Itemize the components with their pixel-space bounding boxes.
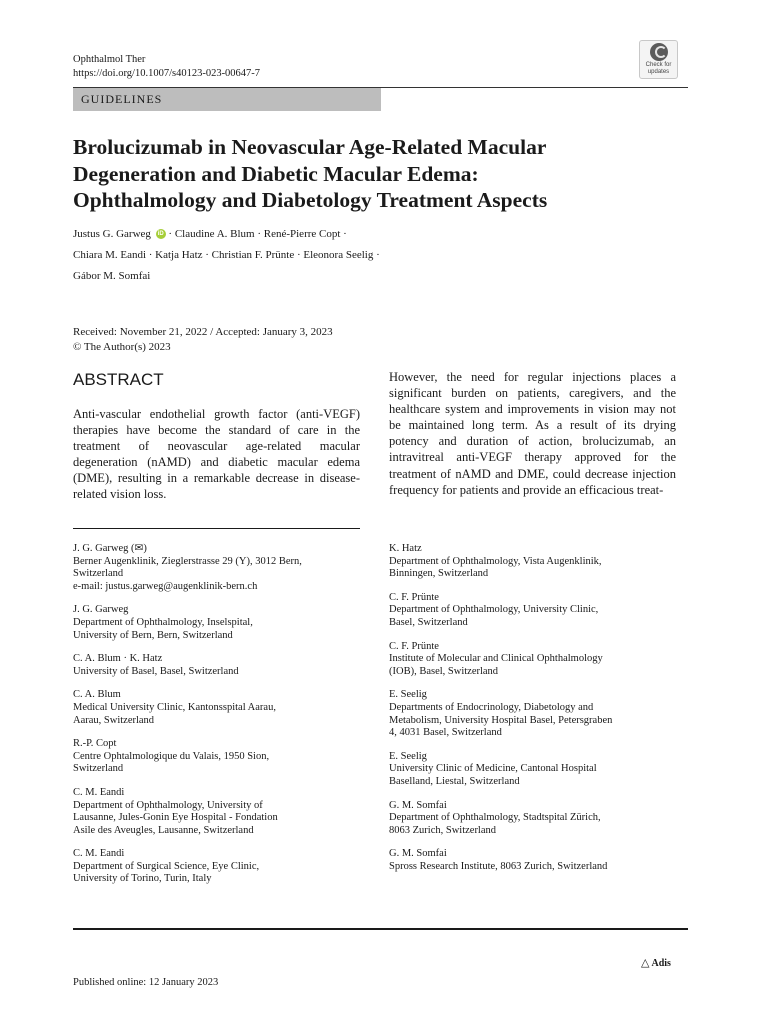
affiliation-block — [73, 543, 373, 593]
affiliation-line: (IOB), Basel, Switzerland — [389, 665, 499, 677]
affiliation-line: Aarau, Switzerland — [73, 714, 155, 726]
affiliation-email[interactable]: e-mail: justus.garweg@augenklinik-bern.ch — [73, 580, 258, 592]
affiliation-line: 8063 Zurich, Switzerland — [389, 824, 497, 836]
adis-logo-icon: △ — [641, 956, 650, 969]
affiliation-author: K. Hatz — [389, 543, 422, 554]
section-label: GUIDELINES — [73, 88, 381, 111]
affiliation-author: C. A. Blum · K. Hatz — [73, 653, 163, 665]
affiliation-line: Institute of Molecular and Clinical Ophthalmology — [389, 653, 603, 665]
affiliation-line: University of Torino, Turin, Italy — [73, 873, 212, 885]
affiliation-line: Department of Ophthalmology, University of — [73, 799, 263, 811]
affiliation-author: C. A. Blum — [73, 689, 121, 701]
affiliation-line: Department of Ophthalmology, University Clinic, — [389, 604, 599, 616]
author-line-1-rest: · Claudine A. Blum · René-Pierre Copt · — [168, 228, 347, 240]
affiliation-line: Baselland, Liestal, Switzerland — [389, 775, 520, 787]
affiliation-line: University of Basel, Basel, Switzerland — [73, 665, 239, 677]
article-title — [73, 134, 673, 214]
received-accepted: Received: November 21, 2022 / Accepted: January 3, 2023 — [73, 326, 333, 338]
publisher-name: Adis — [651, 958, 671, 969]
title-line-1: Brolucizumab in Neovascular Age-Related Macular — [73, 135, 547, 159]
affiliation-line: Switzerland — [73, 763, 124, 775]
affiliations-left — [73, 543, 373, 897]
abstract-heading: ABSTRACT — [73, 370, 164, 389]
article-dates — [73, 325, 333, 354]
affiliation-block — [389, 751, 689, 789]
affiliation-line: University Clinic of Medicine, Cantonal Hospital — [389, 763, 597, 775]
affiliation-author: R.-P. Copt — [73, 738, 117, 750]
author-line-3: Gábor M. Somfai — [73, 270, 151, 282]
affiliation-line: Spross Research Institute, 8063 Zurich, Switzerland — [389, 860, 608, 872]
copyright: © The Author(s) 2023 — [73, 340, 171, 353]
affiliation-block — [73, 604, 373, 642]
affiliation-author: C. M. Eandi — [73, 848, 125, 860]
affiliation-line: Binningen, Switzerland — [389, 568, 489, 580]
affiliation-line: University of Bern, Bern, Switzerland — [73, 629, 233, 641]
affiliation-author: C. F. Prünte — [389, 640, 439, 652]
affiliation-author: J. G. Garweg — [73, 604, 129, 616]
author-line-2: Chiara M. Eandi · Katja Hatz · Christian F. Prünte · Eleonora Seelig · — [73, 249, 380, 261]
footer-rule — [73, 928, 688, 930]
crossmark-icon — [650, 43, 668, 61]
affiliation-block — [73, 738, 373, 776]
badge-line2: updates — [647, 68, 670, 75]
affiliation-block — [389, 800, 689, 838]
affiliations-right — [389, 543, 689, 884]
affiliation-author: E. Seelig — [389, 689, 427, 701]
affiliation-author: E. Seelig — [389, 750, 427, 762]
title-line-2: Degeneration and Diabetic Macular Edema: — [73, 161, 479, 186]
author-list — [73, 224, 673, 287]
published-online: Published online: 12 January 2023 — [73, 977, 219, 988]
affiliation-line: Department of Ophthalmology, Stadtspital Zürich, — [389, 812, 601, 824]
affiliation-block — [73, 653, 373, 678]
orcid-icon[interactable]: iD — [157, 231, 164, 238]
publisher-logo — [641, 956, 671, 969]
affiliation-line: 4, 4031 Basel, Switzerland — [389, 727, 502, 739]
abstract-left-column: Anti-vascular endothelial growth factor (anti-VEGF) therapies have become the standard of care in the treatment of neovascular age-related macular degeneration (nAMD) and diabetic macular edema (DME), resulting in a remarkable decrease in disease-related vision loss. — [73, 407, 360, 502]
affiliation-line: Department of Ophthalmology, Inselspital, — [73, 616, 253, 628]
title-line-3: Ophthalmology and Diabetology Treatment Aspects — [73, 188, 548, 212]
affiliation-block — [73, 848, 373, 886]
journal-name: Ophthalmol Ther — [73, 54, 146, 65]
affiliation-line: Department of Surgical Science, Eye Clinic, — [73, 860, 260, 872]
affiliation-block — [389, 848, 689, 873]
badge-line1: Check for — [645, 62, 672, 68]
affiliation-block — [389, 641, 689, 679]
affiliation-block — [389, 543, 689, 581]
journal-header — [73, 53, 260, 81]
affiliation-line: Berner Augenklinik, Zieglerstrasse 29 (Y), 3012 Bern, — [73, 555, 302, 567]
affiliation-block — [73, 689, 373, 727]
affiliation-line: Centre Ophtalmologique du Valais, 1950 Sion, — [73, 750, 270, 762]
affiliation-block — [389, 592, 689, 630]
check-for-updates-badge[interactable] — [639, 40, 678, 79]
author-line-1 — [73, 224, 673, 245]
affiliation-line: Metabolism, University Hospital Basel, Petersgraben — [389, 714, 613, 726]
affiliation-line: Lausanne, Jules-Gonin Eye Hospital - Fondation — [73, 812, 278, 824]
affiliation-author: G. M. Somfai — [389, 848, 447, 860]
affiliation-author: J. G. Garweg (✉) — [73, 543, 147, 554]
affiliation-block — [389, 689, 689, 739]
author-garweg[interactable]: Justus G. Garweg — [73, 228, 151, 240]
affiliation-line: Departments of Endocrinology, Diabetology and — [389, 701, 594, 713]
affiliation-author: C. M. Eandi — [73, 786, 125, 798]
affiliation-line: Basel, Switzerland — [389, 616, 468, 628]
affiliation-line: Department of Ophthalmology, Vista Augenklinik, — [389, 555, 602, 567]
affiliation-divider — [73, 528, 360, 529]
affiliation-block — [73, 787, 373, 837]
affiliation-line: Asile des Aveugles, Lausanne, Switzerland — [73, 824, 254, 836]
affiliation-author: G. M. Somfai — [389, 799, 447, 811]
affiliation-author: C. F. Prünte — [389, 591, 439, 603]
doi-link[interactable]: https://doi.org/10.1007/s40123-023-00647-7 — [73, 68, 261, 79]
affiliation-line: Medical University Clinic, Kantonsspital Aarau, — [73, 701, 276, 713]
abstract-right-column: However, the need for regular injections places a significant burden on patients, caregivers, and the healthcare system and improvements in vision may not be maintained long term. As a result of its drying potency and duration of action, brolucizumab, an intravitreal anti-VEGF therapy approved for the treatment of nAMD and DME, could decrease injection frequency for patients and provide an efficacious treat- — [389, 370, 676, 497]
affiliation-line: Switzerland — [73, 568, 124, 580]
